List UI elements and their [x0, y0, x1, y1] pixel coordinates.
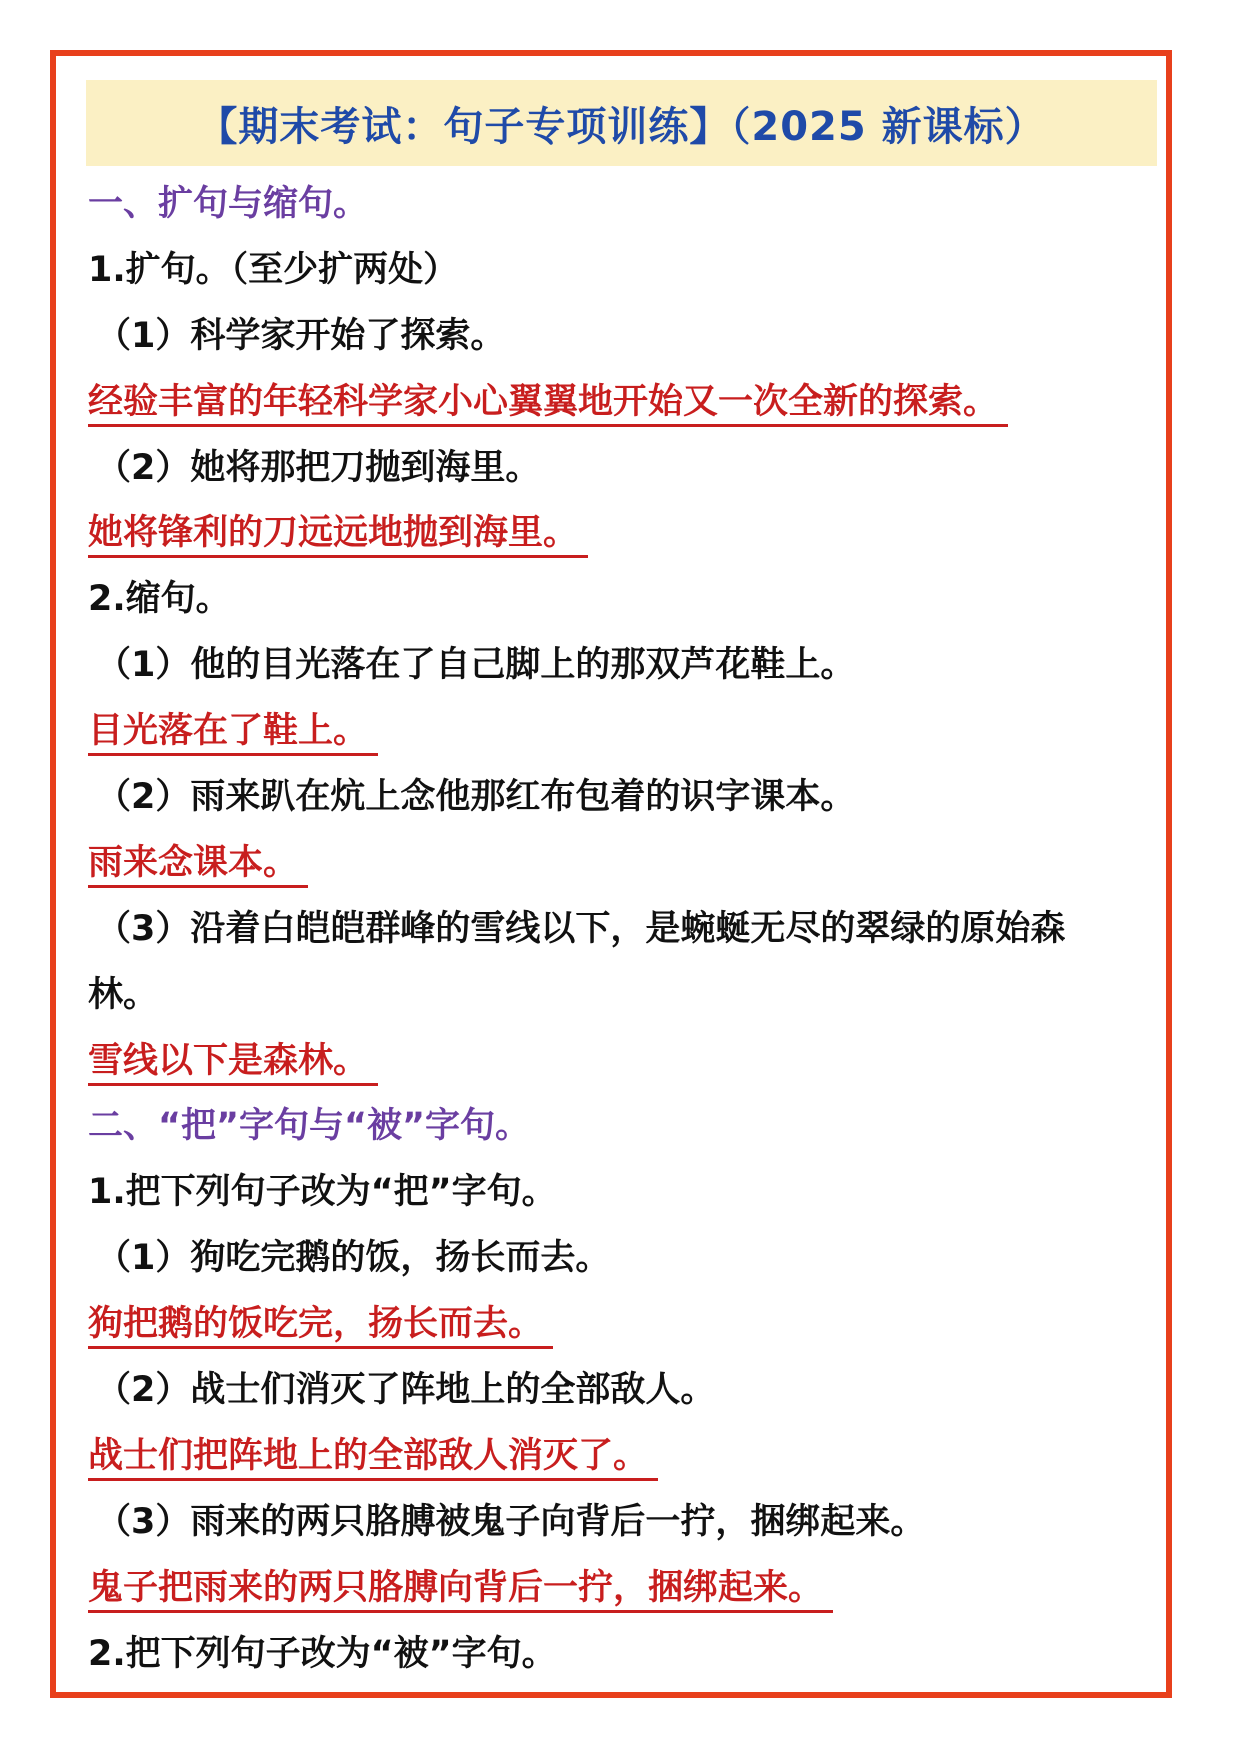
- answer-text: 雪线以下是森林。: [88, 1039, 378, 1086]
- answer-text: 战士们把阵地上的全部敌人消灭了。: [88, 1434, 658, 1481]
- worksheet-content: [88, 172, 1158, 1687]
- answer-line: [88, 501, 1158, 567]
- part-label: 1.扩句。（至少扩两处）: [88, 249, 459, 290]
- question-text-continued: 林。: [88, 974, 159, 1015]
- part-label: 1.把下列句子改为“把”字句。: [88, 1172, 557, 1213]
- answer-text: 经验丰富的年轻科学家小心翼翼地开始又一次全新的探索。: [88, 380, 1008, 427]
- question-text: （1）他的目光落在了自己脚上的那双芦花鞋上。: [96, 645, 856, 686]
- question-text: （2）她将那把刀抛到海里。: [96, 447, 541, 488]
- part-label: 2.缩句。: [88, 579, 231, 620]
- title-banner: [86, 80, 1157, 166]
- page-title: 【期末考试：句子专项训练】（2025 新课标）: [197, 103, 1046, 150]
- answer-line: [88, 1292, 1158, 1358]
- question-text: （2）战士们消灭了阵地上的全部敌人。: [96, 1370, 716, 1411]
- answer-line: [88, 1556, 1158, 1622]
- answer-line: [88, 831, 1158, 897]
- part-label: 2.把下列句子改为“被”字句。: [88, 1633, 557, 1674]
- question-text: （1）狗吃完鹅的饭，扬长而去。: [96, 1238, 611, 1279]
- question-text: （2）雨来趴在炕上念他那红布包着的识字课本。: [96, 777, 856, 818]
- answer-line: [88, 699, 1158, 765]
- section-heading: 一、扩句与缩句。: [88, 184, 369, 224]
- answer-line: [88, 370, 1158, 436]
- answer-line: [88, 1424, 1158, 1490]
- answer-text: 雨来念课本。: [88, 841, 308, 888]
- answer-text: 她将锋利的刀远远地抛到海里。: [88, 511, 588, 558]
- answer-line: [88, 1029, 1158, 1095]
- question-text: （1）科学家开始了探索。: [96, 315, 506, 356]
- question-text: （3）沿着白皑皑群峰的雪线以下，是蜿蜒无尽的翠绿的原始森: [96, 908, 1066, 949]
- section-heading: 二、“把”字句与“被”字句。: [88, 1106, 531, 1147]
- question-text: （3）雨来的两只胳膊被鬼子向背后一拧，捆绑起来。: [96, 1501, 926, 1542]
- answer-text: 狗把鹅的饭吃完，扬长而去。: [88, 1302, 553, 1349]
- answer-text: 鬼子把雨来的两只胳膊向背后一拧，捆绑起来。: [88, 1566, 833, 1613]
- answer-text: 目光落在了鞋上。: [88, 709, 378, 756]
